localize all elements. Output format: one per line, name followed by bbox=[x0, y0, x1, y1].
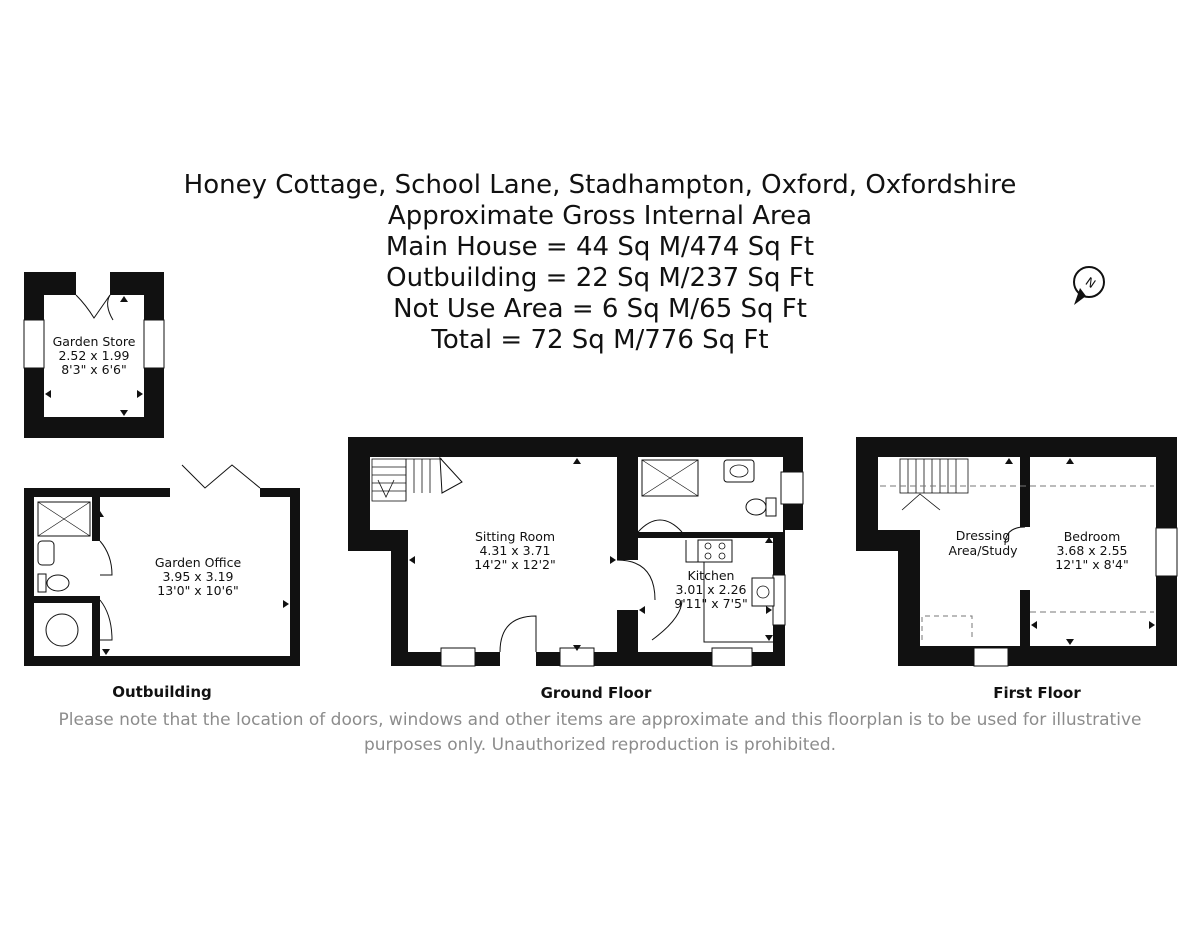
garden-store-plan bbox=[24, 272, 164, 438]
ground-floor-label: Ground Floor bbox=[540, 684, 652, 702]
disclaimer: Please note that the location of doors, windows and other items are approximate and this floorplan is to be used for illustrative purposes only. Unauthorized reproduction is prohibited. bbox=[58, 710, 1142, 755]
garden-office-imperial: 13'0" x 10'6" bbox=[157, 583, 239, 598]
garden-office-metric: 3.95 x 3.19 bbox=[162, 569, 234, 584]
outbuilding-area: Outbuilding = 22 Sq M/237 Sq Ft bbox=[386, 263, 814, 293]
north-compass-icon bbox=[1074, 267, 1104, 305]
garden-office-name: Garden Office bbox=[154, 555, 242, 570]
bedroom-name: Bedroom bbox=[1063, 529, 1121, 544]
sitting-room-name: Sitting Room bbox=[474, 529, 556, 544]
first-floor-plan bbox=[856, 437, 1177, 666]
garden-store-metric: 2.52 x 1.99 bbox=[58, 348, 130, 363]
property-address: Honey Cottage, School Lane, Stadhampton, Oxford, Oxfordshire bbox=[183, 170, 1017, 200]
compass-label: N bbox=[1082, 274, 1099, 292]
sitting-room-metric: 4.31 x 3.71 bbox=[479, 543, 551, 558]
first-floor-label: First Floor bbox=[993, 684, 1081, 702]
dressing-area-name-line2: Area/Study bbox=[948, 543, 1018, 558]
sitting-room-imperial: 14'2" x 12'2" bbox=[474, 557, 556, 572]
not-use-area: Not Use Area = 6 Sq M/65 Sq Ft bbox=[393, 294, 807, 324]
total-area: Total = 72 Sq M/776 Sq Ft bbox=[431, 325, 769, 355]
gia-title: Approximate Gross Internal Area bbox=[387, 201, 813, 231]
dressing-area-name-line1: Dressing bbox=[955, 528, 1011, 543]
garden-store-name: Garden Store bbox=[52, 334, 136, 349]
main-house-area: Main House = 44 Sq M/474 Sq Ft bbox=[385, 232, 815, 262]
kitchen-metric: 3.01 x 2.26 bbox=[675, 582, 747, 597]
outbuilding-plan bbox=[24, 465, 300, 666]
ground-floor-plan bbox=[348, 437, 803, 666]
kitchen-imperial: 9'11" x 7'5" bbox=[674, 596, 748, 611]
bedroom-metric: 3.68 x 2.55 bbox=[1056, 543, 1128, 558]
bedroom-imperial: 12'1" x 8'4" bbox=[1055, 557, 1129, 572]
outbuilding-floor-label: Outbuilding bbox=[112, 683, 212, 701]
kitchen-name: Kitchen bbox=[687, 568, 735, 583]
garden-store-imperial: 8'3" x 6'6" bbox=[61, 362, 127, 377]
